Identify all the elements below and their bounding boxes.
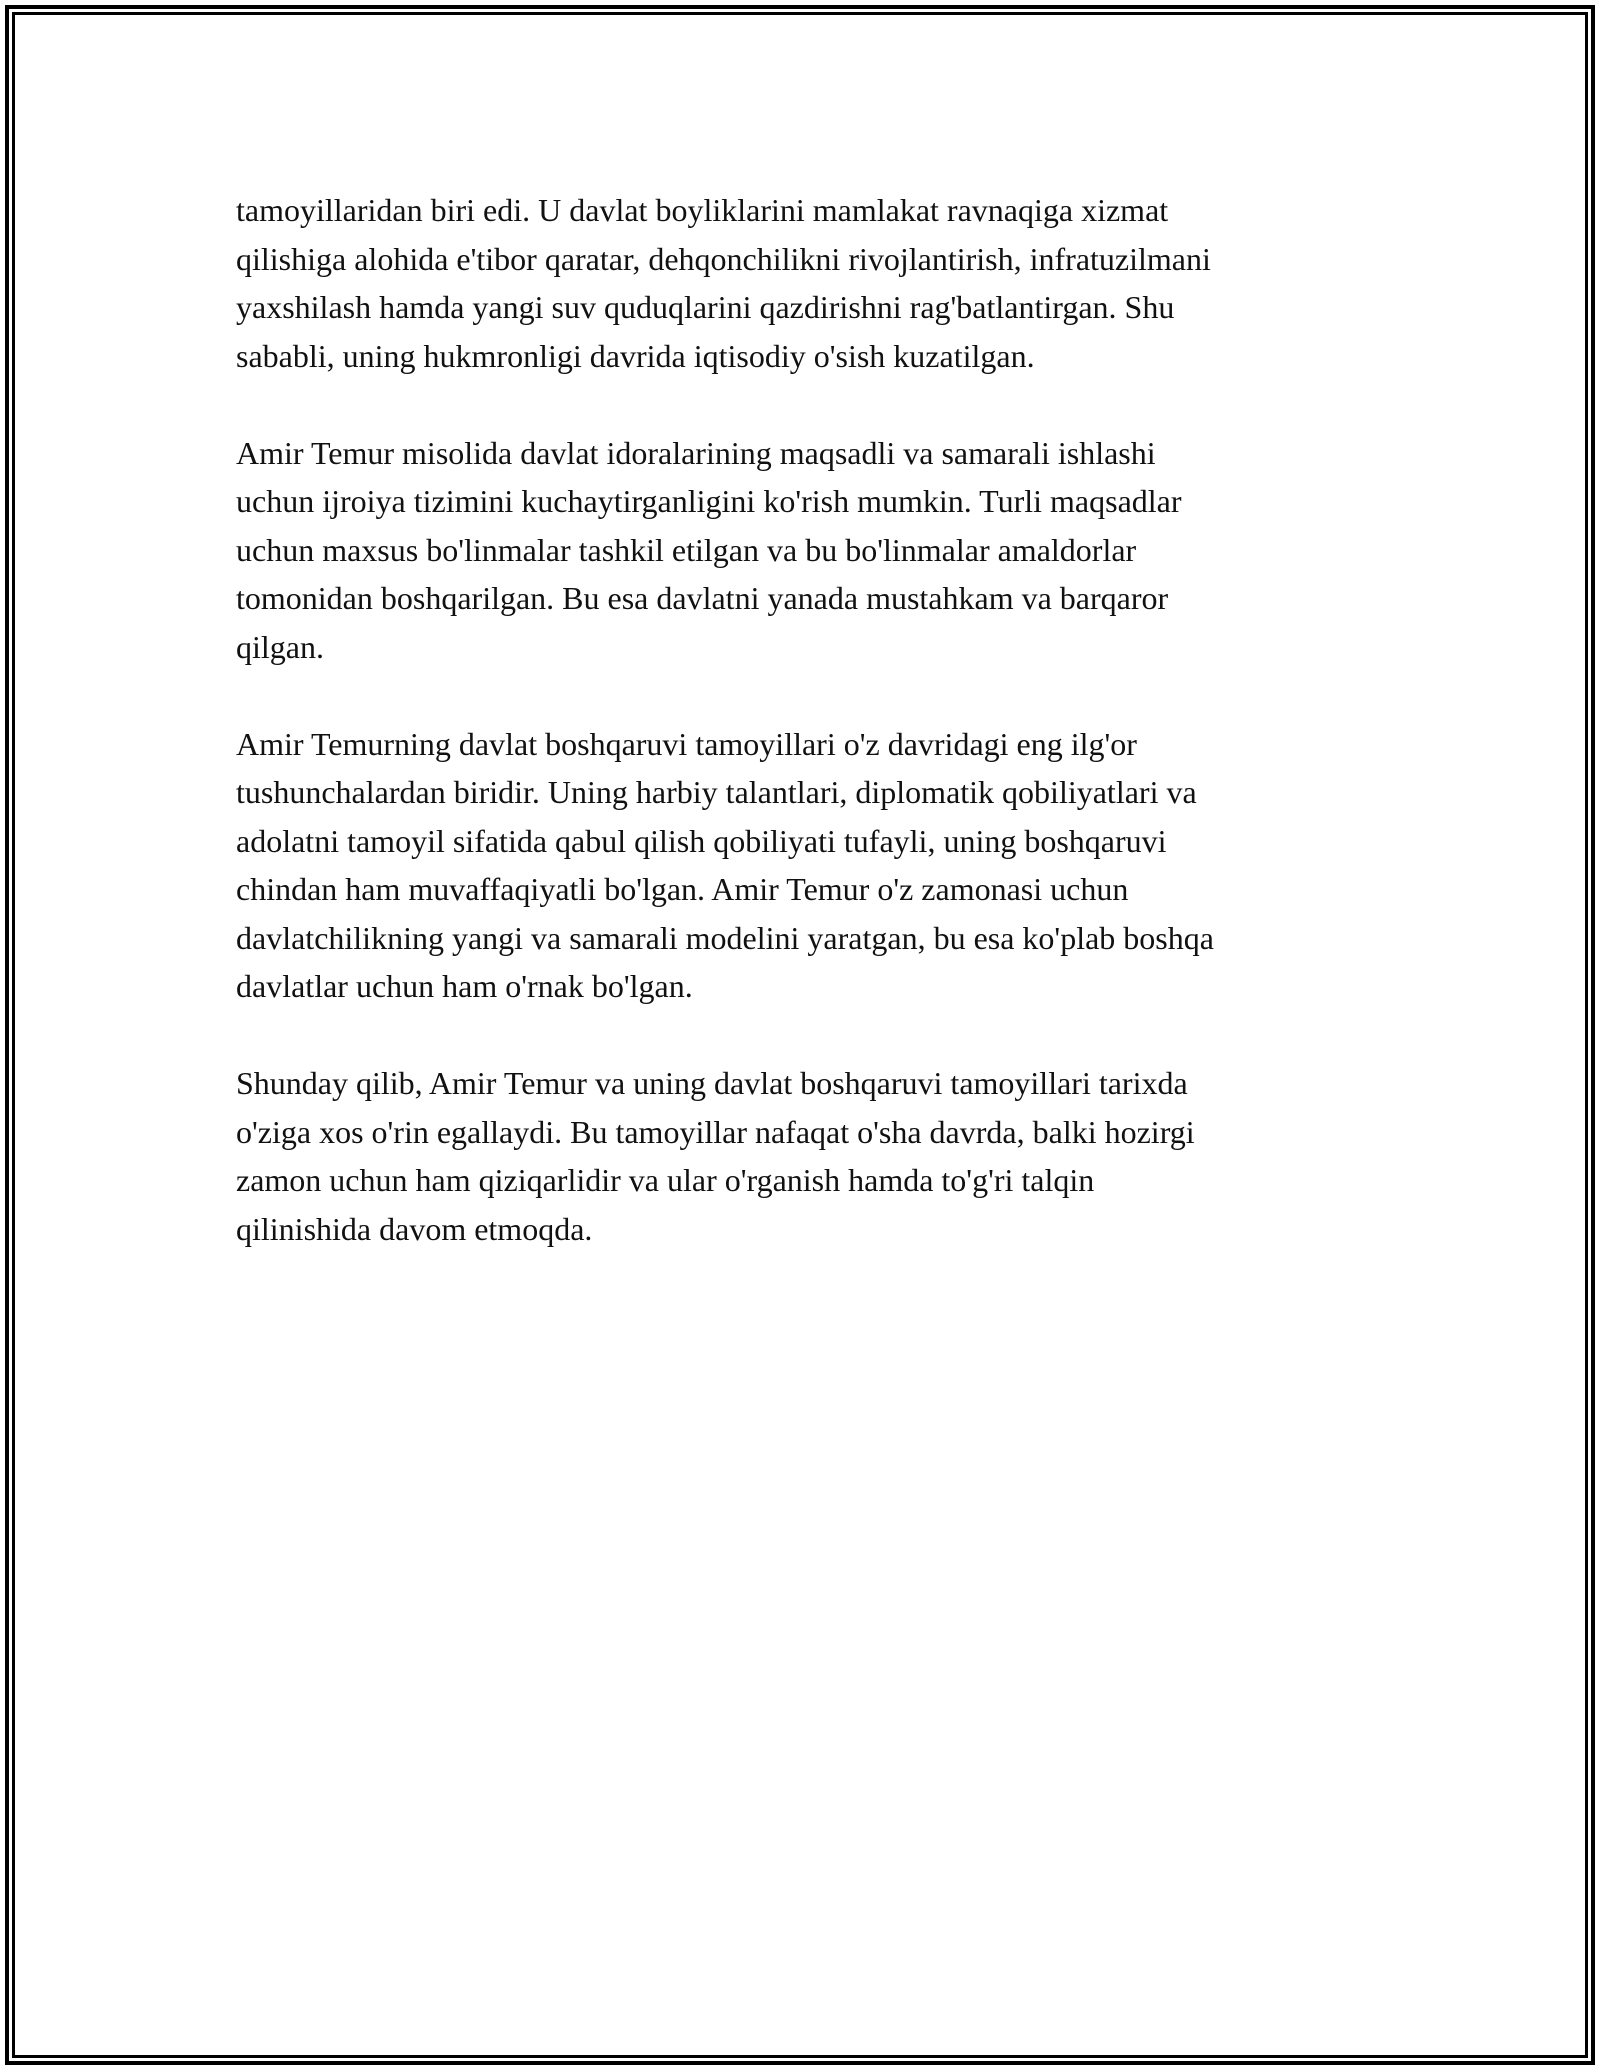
paragraph-2: Amir Temur misolida davlat idoralarining maqsadli va samarali ishlashi uchun ijroiya tizimini kuchaytirganligini ko'rish mumkin. Turli maqsadlar uchun maxsus bo'linmalar tashkil etilgan va bu bo'linmalar amaldorlar tomonidan boshqarilgan. Bu esa davlatni yanada mustahkam va barqaror qilgan. (236, 434, 1182, 665)
document-body (236, 186, 1366, 1302)
paragraph-4: Shunday qilib, Amir Temur va uning davlat boshqaruvi tamoyillari tarixda o'ziga xos o'rin egallaydi. Bu tamoyillar nafaqat o'sha davrda, balki hozirgi zamon uchun ham qiziqarlidir va ular o'rganish hamda to'g'ri talqin qilinishida davom etmoqda. (236, 1065, 1195, 1247)
paragraph-3: Amir Temurning davlat boshqaruvi tamoyillari o'z davridagi eng ilg'or tushunchalardan biridir. Uning harbiy talantlari, diplomatik qobiliyatlari va adolatni tamoyil sifatida qabul qilish qobiliyati tufayli, uning boshqaruvi chindan ham muvaffaqiyatli bo'lgan. Amir Temur o'z zamonasi uchun davlatchilikning yangi va samarali modelini yaratgan, bu esa ko'plab boshqa davlatlar uchun ham o'rnak bo'lgan. (236, 725, 1214, 1004)
paragraph-1: tamoyillaridan biri edi. U davlat boyliklarini mamlakat ravnaqiga xizmat qilishiga alohida e'tibor qaratar, dehqonchilikni rivojlantirish, infratuzilmani yaxshilash hamda yangi suv quduqlarini qazdirishni rag'batlantirgan. Shu sababli, uning hukmronligi davrida iqtisodiy o'sish kuzatilgan. (236, 192, 1211, 374)
